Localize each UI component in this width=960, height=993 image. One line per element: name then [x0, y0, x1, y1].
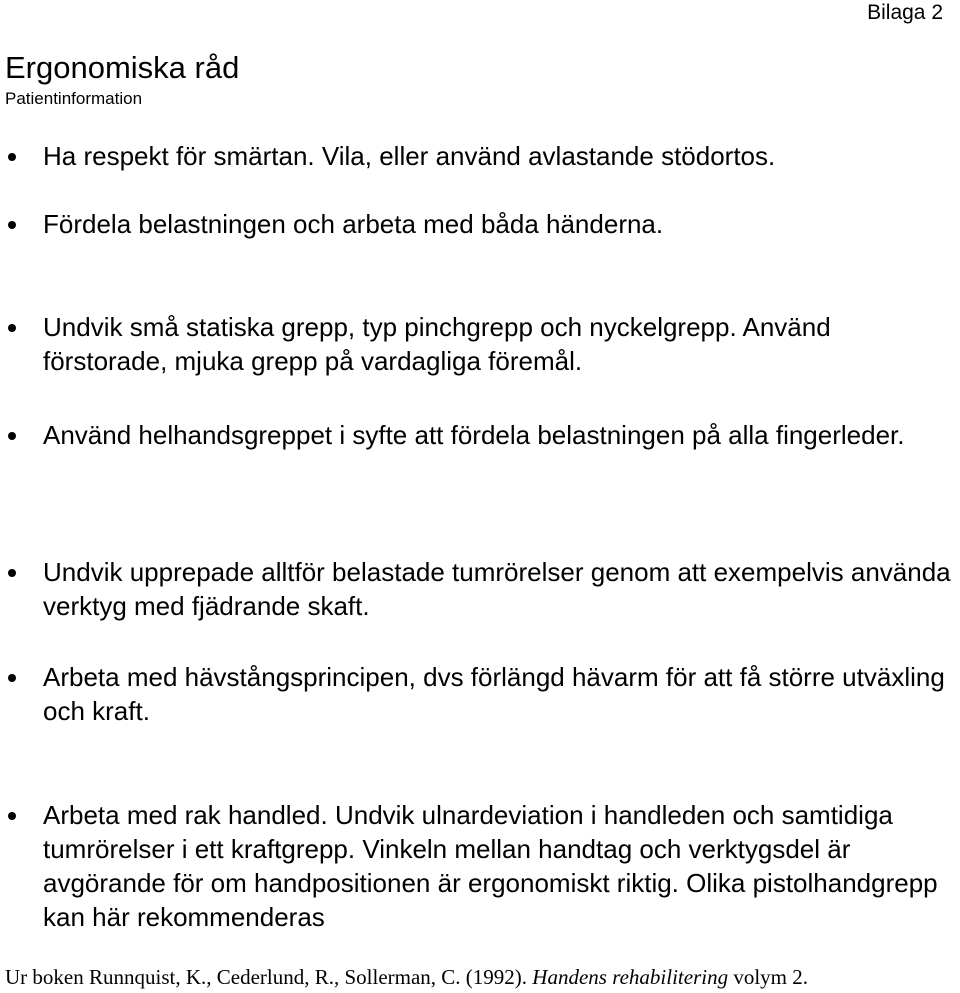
advice-text: Använd helhandsgreppet i syfte att fördela belastningen på alla fingerleder.: [43, 420, 905, 450]
advice-item: [43, 139, 958, 173]
bullet-icon: [8, 569, 16, 577]
advice-text: Fördela belastningen och arbeta med båda händerna.: [43, 209, 664, 239]
advice-text: Undvik små statiska grepp, typ pinchgrepp och nyckelgrepp. Använd förstorade, mjuka grepp på vardagliga föremål.: [43, 312, 831, 376]
advice-item: [43, 207, 958, 241]
bullet-icon: [8, 153, 16, 161]
advice-item: [43, 798, 958, 934]
advice-item: [43, 555, 958, 623]
advice-text: Arbeta med rak handled. Undvik ulnardeviation i handleden och samtidiga tumrörelser i ett kraftgrepp. Vinkeln mellan handtag och verktygsdel är avgörande för om handpositionen är ergonomiskt riktig. Olika pistolhandgrepp kan här rekommenderas: [43, 800, 938, 932]
advice-item: [43, 310, 958, 378]
source-prefix: Ur boken Runnquist, K., Cederlund, R., Sollerman, C. (1992).: [5, 965, 533, 989]
bullet-icon: [8, 674, 16, 682]
document-subtitle: Patientinformation: [5, 89, 143, 108]
advice-text: Undvik upprepade alltför belastade tumrörelser genom att exempelvis använda verktyg med fjädrande skaft.: [43, 557, 951, 621]
advice-item: [43, 660, 958, 728]
source-book-title: Handens rehabilitering: [532, 965, 729, 989]
page-label: Bilaga 2: [867, 1, 943, 24]
document-title: Ergonomiska råd: [5, 50, 240, 85]
bullet-icon: [8, 432, 16, 440]
advice-text: Arbeta med hävstångsprincipen, dvs förlängd hävarm för att få större utväxling och kraft.: [43, 662, 945, 726]
source-citation: [5, 964, 808, 990]
source-suffix: volym 2.: [728, 965, 809, 989]
advice-text: Ha respekt för smärtan. Vila, eller använd avlastande stödortos.: [43, 141, 776, 171]
advice-item: [43, 418, 958, 452]
bullet-icon: [8, 812, 16, 820]
bullet-icon: [8, 324, 16, 332]
bullet-icon: [8, 221, 16, 229]
